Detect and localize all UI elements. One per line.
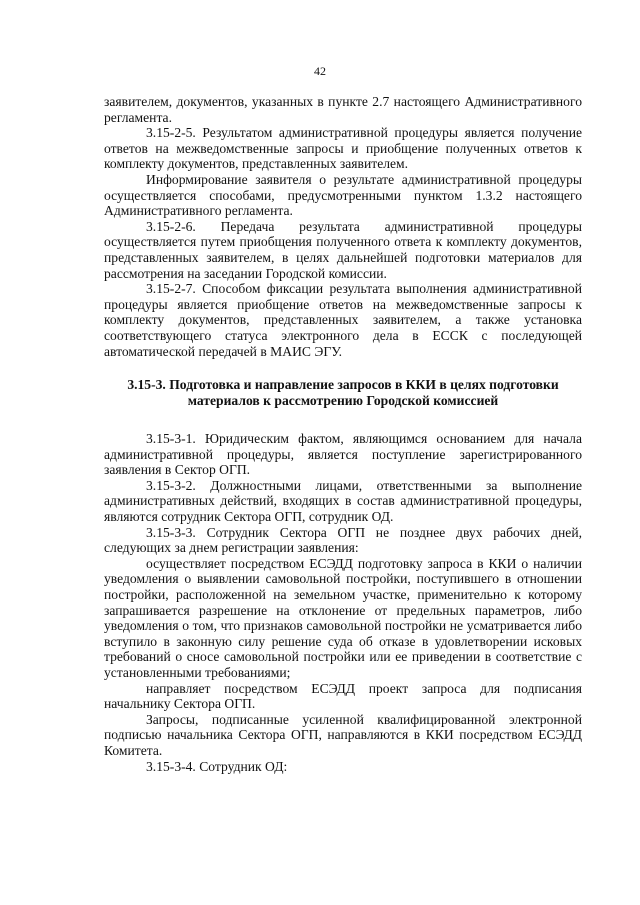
section-heading-line-1: 3.15-3. Подготовка и направление запросов в ККИ в целях подготовки <box>127 377 559 393</box>
section-heading <box>104 377 582 409</box>
paragraph-3-15-3-1: 3.15-3-1. Юридическим фактом, являющимся основанием для начала административной процедуры, является поступление зарегистрированного заявления в Сектор ОГП. <box>104 431 582 478</box>
paragraph-continuation: заявителем, документов, указанных в пункте 2.7 настоящего Административного регламента. <box>104 94 582 125</box>
paragraph-3-15-3-4: 3.15-3-4. Сотрудник ОД: <box>146 758 288 774</box>
section-heading-line-2: материалов к рассмотрению Городской комиссией <box>187 393 499 409</box>
document-body <box>104 94 582 774</box>
paragraph-informing: Информирование заявителя о результате административной процедуры осуществляется способами, предусмотренными пунктом 1.3.2 настоящего Административного регламента. <box>104 171 582 219</box>
paragraph-3-15-3-2: 3.15-3-2. Должностными лицами, ответственными за выполнение административных действий, входящих в состав административной процедуры, являются сотрудник Сектора ОГП, сотрудник ОД. <box>104 477 582 525</box>
paragraph-3-15-2-5: 3.15-2-5. Результатом административной процедуры является получение ответов на межведомственные запросы и приобщение полученных ответов к комплекту документов, представленных заявителем. <box>104 125 582 172</box>
paragraph-signed-requests: Запросы, подписанные усиленной квалифицированной электронной подписью начальника Сектора ОГП, направляются в ККИ посредством ЕСЭДД Комитета. <box>104 711 582 758</box>
paragraph-3-15-2-7: 3.15-2-7. Способом фиксации результата выполнения административной процедуры является приобщение ответов на межведомственные запросы к комплекту документов, представленных заявителем, а также установка соответствующего статуса электронного дела в ЕССК с последующей автоматической передачей в МАИС ЭГУ. <box>104 281 582 359</box>
paragraph-3-15-3-3: 3.15-3-3. Сотрудник Сектора ОГП не позднее двух рабочих дней, следующих за днем регистрации заявления: <box>104 524 582 556</box>
paragraph-3-15-2-6: 3.15-2-6. Передача результата административной процедуры осуществляется путем приобщения полученного ответа к комплекту документов, представленных заявителем, в целях дальнейшей подготовки материалов для рассмотрения на заседании Городской комиссии. <box>104 218 582 281</box>
paragraph-request-preparation: осуществляет посредством ЕСЭДД подготовку запроса в ККИ о наличии уведомления о выявлении самовольной постройки, поступившего в отношении постройки, расположенной на земельном участке, применительно к которому запрашивается разрешение на отклонение от предельных параметров, либо уведомления о том, что признаков самовольной постройки не усматривается либо вступило в законную силу решение суда об отказе в удовлетворении исковых требований о сносе самовольной постройки или ее приведении в соответствие с установленными требованиями; <box>104 555 582 680</box>
page-number: 42 <box>314 64 326 78</box>
paragraph-draft-sending: направляет посредством ЕСЭДД проект запроса для подписания начальнику Сектора ОГП. <box>104 680 582 712</box>
